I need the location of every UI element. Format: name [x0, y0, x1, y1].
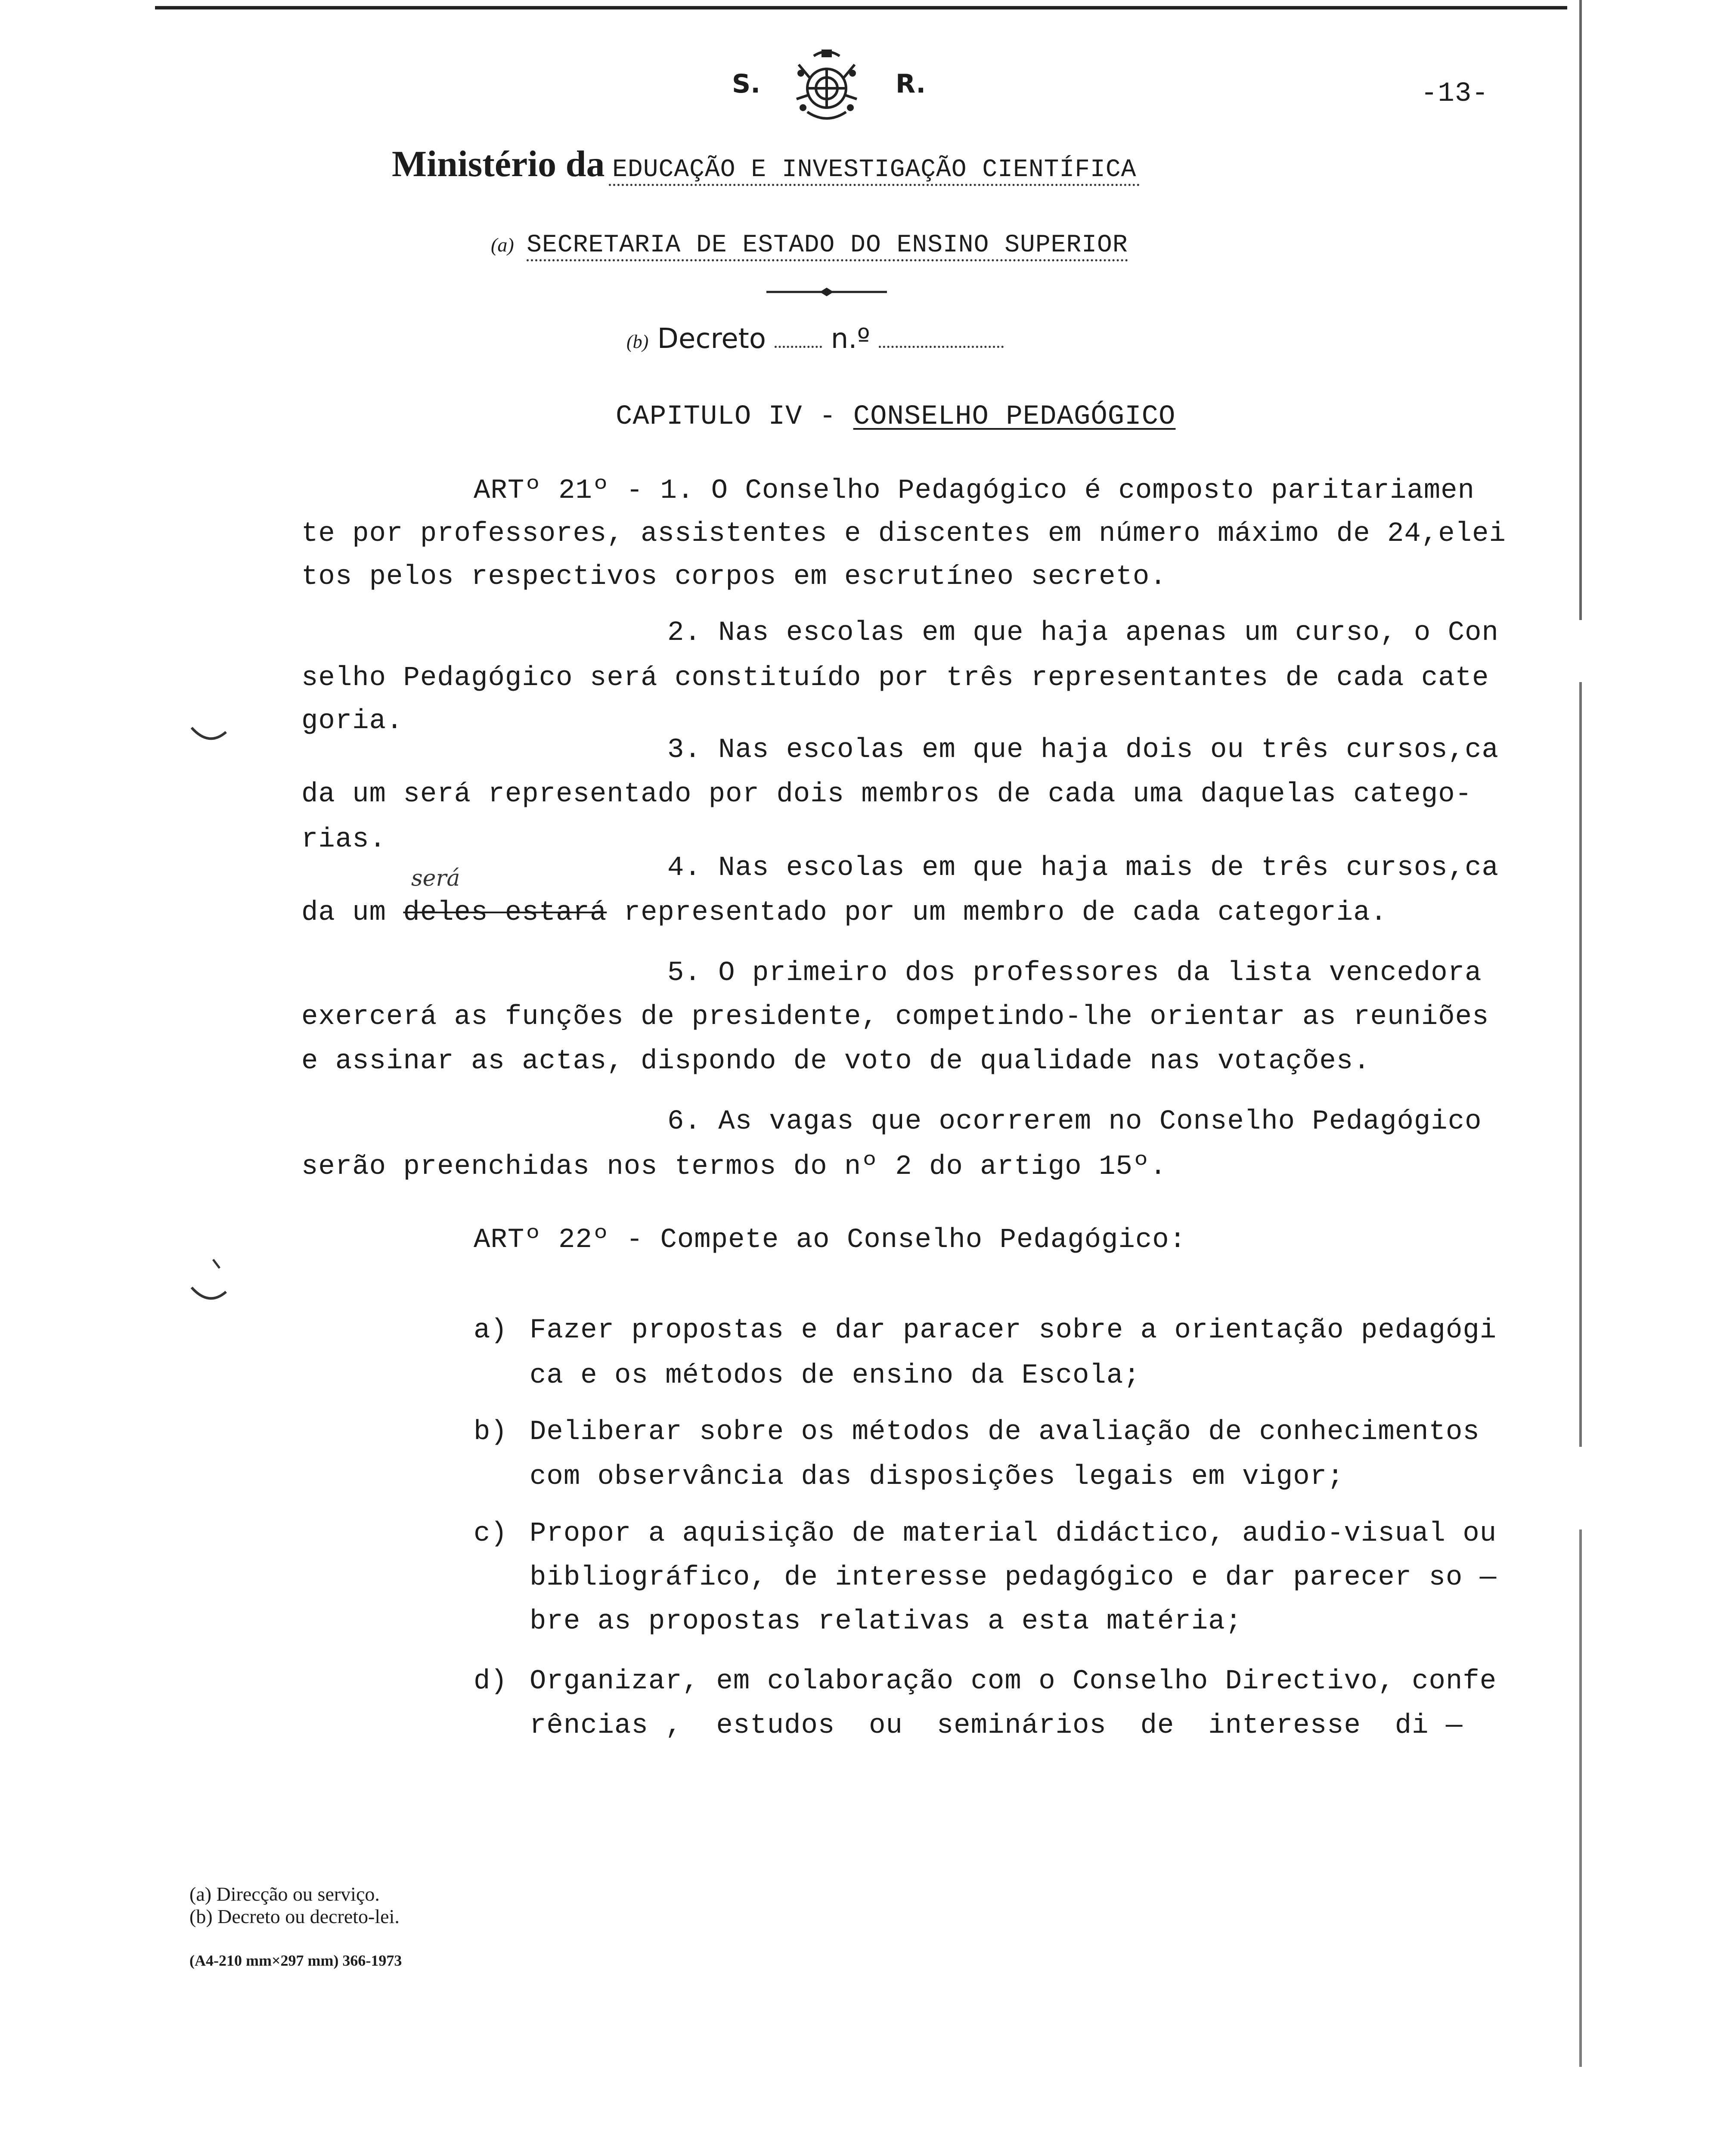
handwritten-correction: será	[411, 866, 460, 891]
punch-mark-lower	[189, 1257, 228, 1311]
ministry-name: EDUCAÇÃO E INVESTIGAÇÃO CIENTÍFICA	[609, 156, 1140, 186]
item-b-line-1: Deliberar sobre os métodos de avaliação de conhecimentos	[530, 1417, 1480, 1448]
decreto-blank	[775, 324, 822, 348]
para2-line-1: 2. Nas escolas em que haja apenas um curso, o Con	[667, 617, 1499, 648]
para4-line-2	[301, 891, 1387, 934]
header-right-letter: R.	[896, 69, 926, 99]
para5-line-2: exercerá as funções de presidente, competindo-lhe orientar as reuniões	[301, 1002, 1489, 1033]
struck-text: deles estará	[403, 897, 607, 928]
item-a-letter: a)	[474, 1315, 508, 1346]
art22-heading: ARTº 22º - Compete ao Conselho Pedagógico:	[474, 1225, 1187, 1256]
item-a-line-1: Fazer propostas e dar paracer sobre a orientação pedagógi	[530, 1315, 1497, 1346]
chapter-heading	[616, 395, 1175, 438]
numero-blank	[879, 324, 1004, 348]
chapter-title: CONSELHO PEDAGÓGICO	[853, 401, 1176, 432]
para3-line-3: rias.	[301, 824, 387, 855]
secretariat-name: SECRETARIA DE ESTADO DO ENSINO SUPERIOR	[527, 231, 1128, 261]
item-d-line-1: Organizar, em colaboração com o Conselho Directivo, confe	[530, 1666, 1497, 1697]
para4-line-2-start: da um	[301, 897, 387, 928]
decreto-label: Decreto	[657, 323, 766, 355]
para2-line-3: goria.	[301, 706, 403, 737]
para4-line-2-end: representado por um membro de cada categoria.	[623, 897, 1387, 928]
page-number: -13-	[1421, 78, 1489, 109]
item-b-letter: b)	[474, 1417, 508, 1448]
numero-label: n.º	[831, 323, 870, 355]
form-reference: (A4-210 mm×297 mm) 366-1973	[189, 1952, 402, 1969]
ministry-line	[392, 142, 1140, 192]
item-b-line-2: com observância das disposições legais em vigor;	[530, 1461, 1344, 1492]
item-c-letter: c)	[474, 1518, 508, 1549]
header-ornament-divider	[766, 288, 887, 296]
punch-mark-upper	[189, 723, 228, 751]
para6-line-1: 6. As vagas que ocorrerem no Conselho Pedagógico	[667, 1106, 1482, 1137]
art21-line-2: te por professores, assistentes e discentes em número máximo de 24,elei	[301, 518, 1506, 549]
para3-line-2: da um será representado por dois membros de cada uma daquelas catego-	[301, 779, 1472, 810]
ministry-prefix: Ministério da	[392, 143, 605, 184]
para5-line-1: 5. O primeiro dos professores da lista vencedora	[667, 958, 1482, 989]
art21-line-1: ARTº 21º - 1. O Conselho Pedagógico é composto paritariamen	[474, 475, 1475, 506]
top-border-line	[155, 6, 1567, 9]
secretariat-line	[491, 224, 1128, 267]
para5-line-3: e assinar as actas, dispondo de voto de qualidade nas votações.	[301, 1046, 1370, 1077]
para2-line-2: selho Pedagógico será constituído por três representantes de cada cate	[301, 663, 1489, 694]
chapter-prefix: CAPITULO IV -	[616, 401, 853, 432]
item-d-letter: d)	[474, 1666, 508, 1697]
item-a-line-2: ca e os métodos de ensino da Escola;	[530, 1360, 1141, 1391]
footnote-b: (b) Decreto ou decreto-lei.	[189, 1905, 400, 1927]
item-c-line-2: bibliográfico, de interesse pedagógico e dar parecer so —	[530, 1562, 1497, 1593]
footnote-a: (a) Direcção ou serviço.	[189, 1883, 380, 1905]
para4-line-1: 4. Nas escolas em que haja mais de três cursos,ca	[667, 853, 1499, 884]
header-left-letter: S.	[732, 69, 761, 99]
coat-of-arms-icon	[784, 47, 870, 125]
item-d-line-2: rências , estudos ou seminários de interesse di —	[530, 1710, 1463, 1741]
art21-line-3: tos pelos respectivos corpos em escrutíneo secreto.	[301, 562, 1167, 593]
para3-line-1: 3. Nas escolas em que haja dois ou três cursos,ca	[667, 735, 1499, 766]
right-page-edge	[1579, 0, 1582, 2067]
note-b-marker: (b)	[626, 331, 649, 352]
note-a-marker: (a)	[491, 234, 514, 256]
item-c-line-1: Propor a aquisição de material didáctico, audio-visual ou	[530, 1518, 1497, 1549]
para6-line-2: serão preenchidas nos termos do nº 2 do artigo 15º.	[301, 1151, 1167, 1182]
decreto-line	[626, 323, 1004, 355]
item-c-line-3: bre as propostas relativas a esta matéria;	[530, 1606, 1243, 1637]
